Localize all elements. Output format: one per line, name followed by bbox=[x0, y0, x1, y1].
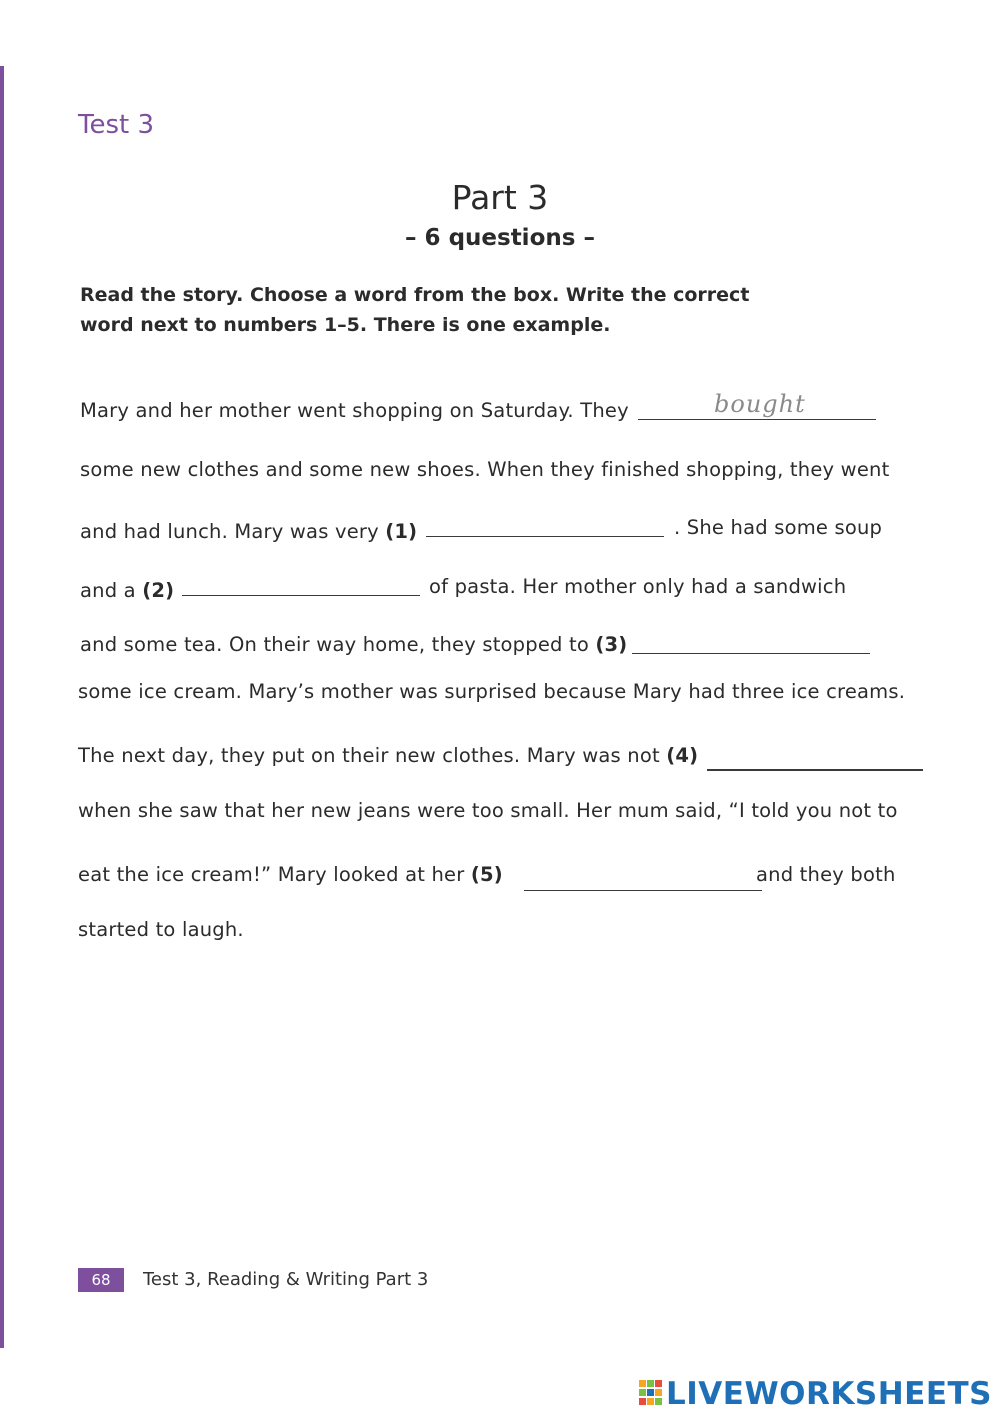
story-line-6: some ice cream. Mary’s mother was surprised because Mary had three ice creams. bbox=[78, 680, 906, 703]
brand-logo[interactable] bbox=[639, 1376, 992, 1412]
answer-blank-2[interactable] bbox=[182, 595, 420, 596]
story-line-4-text: and a bbox=[80, 579, 136, 602]
answer-blank-4[interactable] bbox=[707, 769, 923, 771]
story-line-3-end: . She had some soup bbox=[674, 516, 883, 539]
story-line-3 bbox=[80, 520, 417, 543]
instructions-line-1: Read the story. Choose a word from the box. Write the correct bbox=[80, 284, 750, 306]
margin-bar bbox=[0, 66, 4, 1348]
story-line-9-text: eat the ice cream!” Mary looked at her bbox=[78, 863, 465, 886]
story-line-1: Mary and her mother went shopping on Saturday. They bbox=[80, 399, 629, 422]
example-answer: bought bbox=[714, 390, 806, 418]
story-line-4 bbox=[80, 579, 174, 602]
liveworksheets-icon bbox=[639, 1380, 663, 1406]
test-label: Test 3 bbox=[78, 110, 155, 140]
example-blank bbox=[638, 419, 876, 420]
footer-caption: Test 3, Reading & Writing Part 3 bbox=[143, 1269, 429, 1290]
instructions bbox=[80, 280, 840, 340]
answer-blank-3[interactable] bbox=[632, 653, 870, 654]
answer-blank-1[interactable] bbox=[426, 536, 664, 537]
page-number: 68 bbox=[78, 1268, 124, 1292]
story-line-8: when she saw that her new jeans were too small. Her mum said, “I told you not to bbox=[78, 799, 898, 822]
question-4-number: (4) bbox=[666, 744, 699, 767]
story-line-9-end: and they both bbox=[756, 863, 896, 886]
instructions-line-2: word next to numbers 1–5. There is one example. bbox=[80, 314, 611, 336]
answer-blank-5[interactable] bbox=[524, 890, 762, 891]
story-line-2: some new clothes and some new shoes. When they finished shopping, they went bbox=[80, 458, 890, 481]
question-5-number: (5) bbox=[470, 863, 503, 886]
story-line-4-end: of pasta. Her mother only had a sandwich bbox=[429, 575, 847, 598]
question-3-number: (3) bbox=[595, 633, 628, 656]
question-2-number: (2) bbox=[142, 579, 175, 602]
brand-name: LIVEWORKSHEETS bbox=[666, 1376, 992, 1412]
question-1-number: (1) bbox=[385, 520, 418, 543]
part-subtitle: – 6 questions – bbox=[405, 225, 595, 251]
story-line-9 bbox=[78, 863, 503, 886]
story-line-7 bbox=[78, 744, 698, 767]
story-line-10: started to laugh. bbox=[78, 918, 244, 941]
story-line-5-text: and some tea. On their way home, they stopped to bbox=[80, 633, 589, 656]
part-title: Part 3 bbox=[451, 178, 549, 217]
story-line-7-text: The next day, they put on their new clothes. Mary was not bbox=[78, 744, 660, 767]
story-line-3-text: and had lunch. Mary was very bbox=[80, 520, 379, 543]
story-line-5 bbox=[80, 633, 627, 656]
